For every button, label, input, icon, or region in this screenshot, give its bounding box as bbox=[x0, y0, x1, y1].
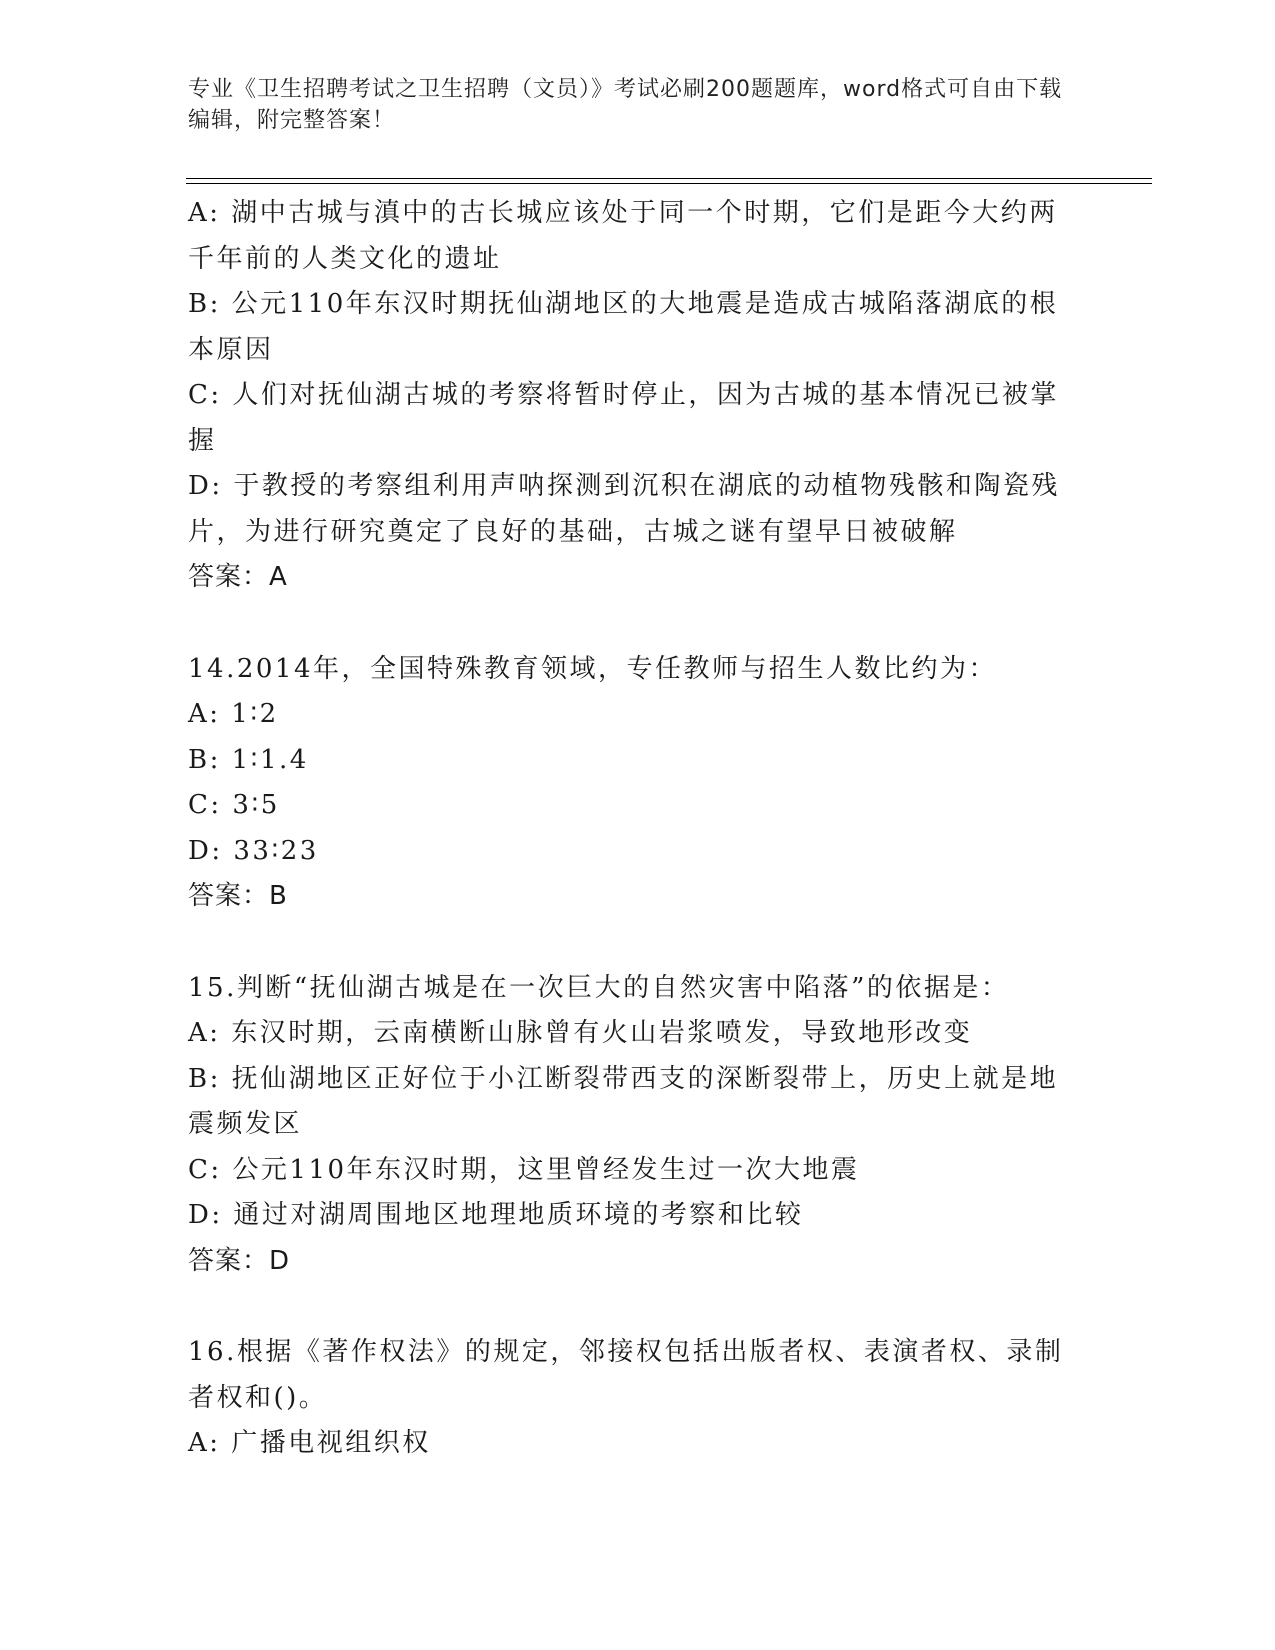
answer: 答案：A bbox=[188, 562, 288, 592]
option-c: C: 公元110年东汉时期，这里曾经发生过一次大地震 bbox=[188, 1154, 860, 1185]
question-text: 16.根据《著作权法》的规定，邻接权包括出版者权、表演者权、录制者权和()。 bbox=[188, 1337, 1064, 1413]
question-list bbox=[188, 191, 1068, 1467]
option-a: A: 湖中古城与滇中的古长城应该处于同一个时期，它们是距今大约两千年前的人类文化的遗址 bbox=[188, 198, 1058, 274]
answer: 答案：B bbox=[188, 881, 288, 911]
document-header: 专业《卫生招聘考试之卫生招聘（文员）》考试必刷200题题库，word格式可自由下载编辑，附完整答案！ bbox=[188, 77, 1063, 133]
option-d: D: 于教授的考察组利用声呐探测到沉积在湖底的动植物残骸和陶瓷残片，为进行研究奠定了良好的基础，古城之谜有望早日被破解 bbox=[188, 471, 1060, 547]
question-text: 14.2014年，全国特殊教育领域，专任教师与招生人数比约为： bbox=[188, 653, 998, 684]
answer: 答案：D bbox=[188, 1245, 291, 1276]
option-c: C: 人们对抚仙湖古城的考察将暂时停止，因为古城的基本情况已被掌握 bbox=[188, 380, 1059, 456]
option-a: A: 东汉时期，云南横断山脉曾有火山岩浆喷发，导致地形改变 bbox=[188, 1018, 973, 1048]
option-a: A: 1∶2 bbox=[188, 699, 279, 729]
option-d: D: 通过对湖周围地区地理地质环境的考察和比较 bbox=[188, 1200, 804, 1230]
header-rule-bottom bbox=[186, 183, 1152, 184]
option-a: A: 广播电视组织权 bbox=[188, 1428, 431, 1458]
question-16 bbox=[188, 1330, 1068, 1467]
option-b: B: 1∶1.4 bbox=[188, 744, 309, 775]
question-14 bbox=[188, 647, 1068, 920]
option-c: C: 3∶5 bbox=[188, 790, 280, 820]
question-15 bbox=[188, 966, 1068, 1285]
option-b: B: 抚仙湖地区正好位于小江断裂带西支的深断裂带上，历史上就是地震频发区 bbox=[188, 1063, 1059, 1139]
question-13 bbox=[188, 191, 1068, 601]
question-text: 15.判断“抚仙湖古城是在一次巨大的自然灾害中陷落”的依据是： bbox=[188, 972, 1010, 1003]
option-b: B: 公元110年东汉时期抚仙湖地区的大地震是造成古城陷落湖底的根本原因 bbox=[188, 289, 1059, 365]
header-rule-top bbox=[186, 178, 1152, 179]
option-d: D: 33∶23 bbox=[188, 835, 319, 866]
